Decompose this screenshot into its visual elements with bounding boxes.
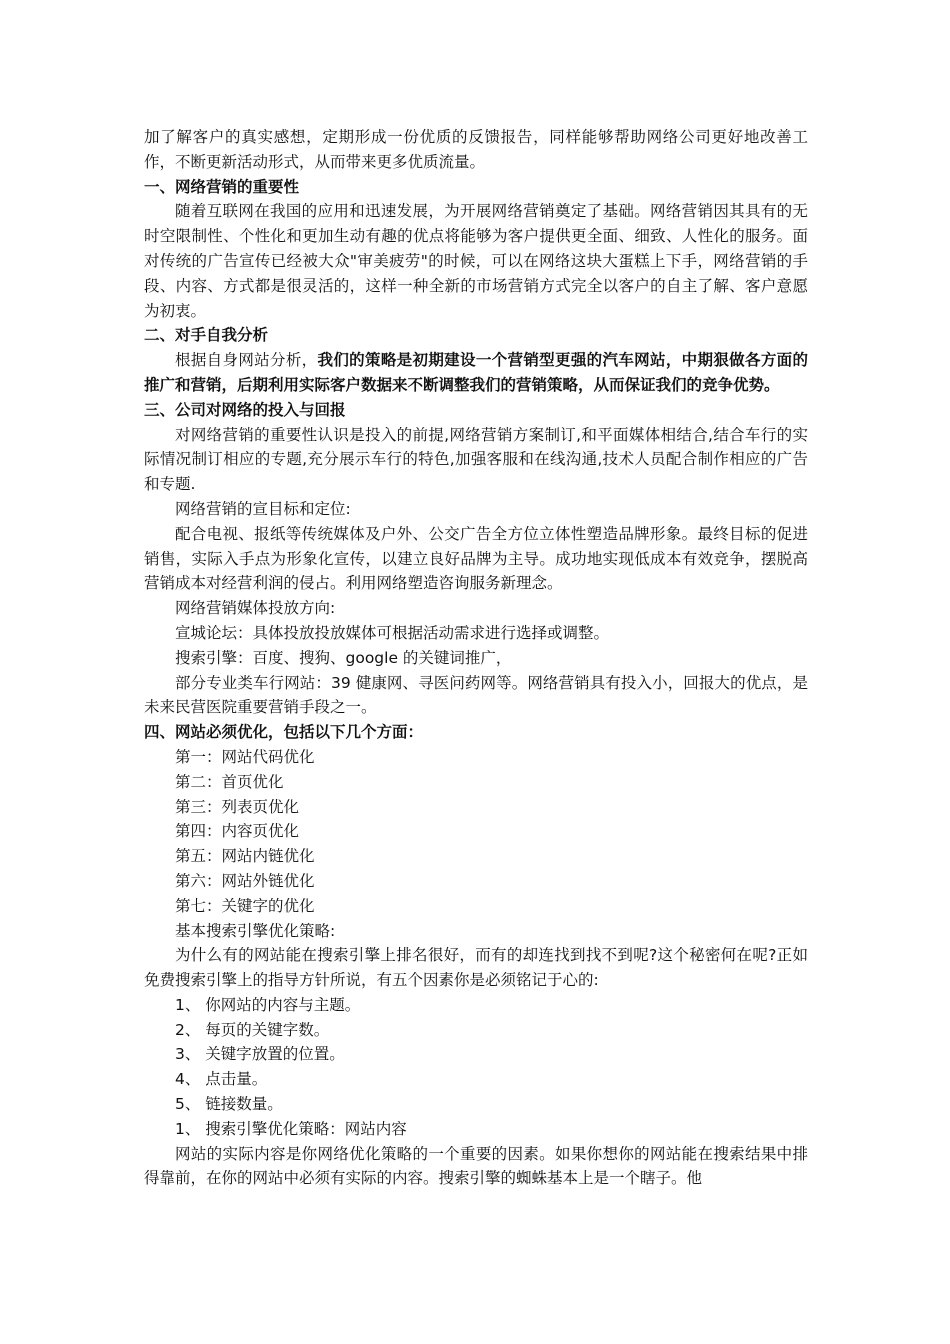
- section2-body-bold: 我们的策略是初期建设一个营销型更强的汽车网站，中期狠做各方面的推广和营销，后期利用实际客户数据来不断调整我们的营销策略，从而保证我们的竞争优势。: [144, 351, 808, 394]
- section3-paragraph-1: 对网络营销的重要性认识是投入的前提,网络营销方案制订,和平面媒体相结合,结合车行的实际情况制订相应的专题,充分展示车行的特色,加强客服和在线沟通,技术人员配合制作相应的广告和专题.: [144, 425, 808, 494]
- section3-paragraph-7: 部分专业类车行网站：39 健康网、寻医问药网等。网络营销具有投入小，回报大的优点，是未来民营医院重要营销手段之一。: [144, 673, 808, 717]
- strategy-title: 基本搜索引擎优化策略:: [175, 921, 336, 940]
- list-item: 第二：首页优化: [175, 772, 284, 791]
- list-item: 第一：网站代码优化: [175, 747, 315, 766]
- section3-paragraph-4: 网络营销媒体投放方向:: [175, 599, 336, 618]
- factor-item: 1、 你网站的内容与主题。: [175, 995, 361, 1014]
- document-page: [144, 125, 808, 1191]
- section1-heading: 一、网络营销的重要性: [144, 177, 300, 196]
- section3-paragraph-3: 配合电视、报纸等传统媒体及户外、公交广告全方位立体性塑造品牌形象。最终目标的促进销售，实际入手点为形象化宣传，以建立良好品牌为主导。成功地实现低成本有效竞争，摆脱高营销成本对经营利润的侵占。利用网络塑造咨询服务新理念。: [144, 524, 808, 593]
- strategy-subheading: 1、 搜索引擎优化策略：网站内容: [175, 1119, 407, 1138]
- list-item: 第六：网站外链优化: [175, 871, 315, 890]
- section2-body: [144, 348, 808, 398]
- section2-body-plain: 根据自身网站分析，: [175, 351, 318, 370]
- list-item: 第五：网站内链优化: [175, 847, 315, 866]
- closing-paragraph: 网站的实际内容是你网络优化策略的一个重要的因素。如果你想你的网站能在搜索结果中排得靠前，在你的网站中必须有实际的内容。搜索引擎的蜘蛛基本上是一个瞎子。他: [144, 1144, 808, 1188]
- list-item: 第三：列表页优化: [175, 797, 300, 816]
- factor-item: 3、 关键字放置的位置。: [175, 1045, 345, 1064]
- factor-item: 5、 链接数量。: [175, 1095, 283, 1114]
- section1-body: 随着互联网在我国的应用和迅速发展，为开展网络营销奠定了基础。网络营销因其具有的无时空限制性、个性化和更加生动有趣的优点将能够为客户提供更全面、细致、人性化的服务。面对传统的广告宣传已经被大众"审美疲劳"的时候，可以在网络这块大蛋糕上下手，网络营销的手段、内容、方式都是很灵活的，这样一种全新的市场营销方式完全以客户的自主了解、客户意愿为初衷。: [144, 202, 808, 320]
- intro-paragraph: 加了解客户的真实感想，定期形成一份优质的反馈报告，同样能够帮助网络公司更好地改善工作，不断更新活动形式，从而带来更多优质流量。: [144, 128, 808, 171]
- section4-heading: 四、网站必须优化，包括以下几个方面：: [144, 723, 424, 742]
- factor-item: 4、 点击量。: [175, 1070, 268, 1089]
- list-item: 第四：内容页优化: [175, 822, 300, 841]
- section3-paragraph-5: 宣城论坛：具体投放投放媒体可根据活动需求进行选择或调整。: [175, 623, 610, 642]
- section3-paragraph-2: 网络营销的宣目标和定位:: [175, 499, 351, 518]
- section3-heading: 三、公司对网络的投入与回报: [144, 400, 346, 419]
- factor-item: 2、 每页的关键字数。: [175, 1020, 330, 1039]
- section3-paragraph-6: 搜索引擎：百度、搜狗、google 的关键词推广，: [175, 648, 512, 667]
- list-item: 第七：关键字的优化: [175, 896, 315, 915]
- question-paragraph: 为什么有的网站能在搜索引擎上排名很好，而有的却连找到找不到呢?这个秘密何在呢?正如免费搜索引擎上的指导方针所说，有五个因素你是必须铭记于心的:: [144, 946, 808, 990]
- section2-heading: 二、对手自我分析: [144, 326, 269, 345]
